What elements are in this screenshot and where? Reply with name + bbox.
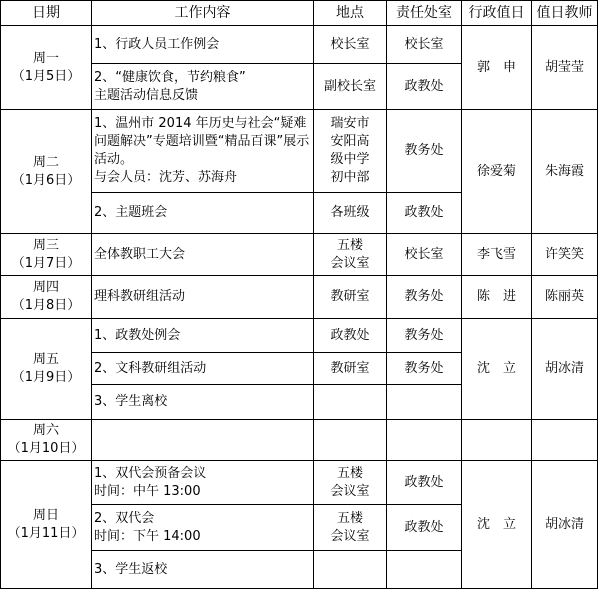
teacher-duty-cell <box>532 420 598 461</box>
table-row <box>1 319 598 353</box>
table-row <box>1 26 598 64</box>
place-line: 瑞安市 <box>330 116 370 131</box>
day-cell-sun <box>1 461 92 589</box>
place-cell <box>314 461 387 505</box>
teacher-duty-cell: 许笑笑 <box>532 234 598 276</box>
place-cell <box>314 385 387 420</box>
content-cell <box>92 461 314 505</box>
content-line: 主题活动信息反馈 <box>94 87 199 103</box>
day-date: （1月6日） <box>11 172 81 188</box>
content-line: 与会人员：沈芳、苏海舟 <box>94 170 238 185</box>
admin-duty-cell: 沈 立 <box>462 319 532 420</box>
day-cell-fri <box>1 319 92 420</box>
content-line: 1、温州市 2014 年历史与社会“疑难问题解决”专题培训暨“精品百课”展示活动。 <box>94 116 310 167</box>
place-cell: 各班级 <box>314 193 387 234</box>
content-cell: 理科教研组活动 <box>92 276 314 319</box>
place-line: 五楼 <box>336 510 363 526</box>
content-cell: 3、学生返校 <box>92 551 314 589</box>
dept-cell <box>387 551 462 589</box>
day-name: 周四 <box>32 280 59 295</box>
dept-cell <box>387 420 462 461</box>
place-line: 会议室 <box>330 483 370 499</box>
day-date: （1月7日） <box>11 255 81 271</box>
day-date: （1月9日） <box>11 370 81 385</box>
day-name: 周六 <box>32 423 59 438</box>
day-cell-mon <box>1 26 92 110</box>
dept-cell: 教务处 <box>387 276 462 319</box>
day-name: 周三 <box>32 237 59 253</box>
table-row <box>1 420 598 461</box>
content-line: 时间：下午 14:00 <box>94 528 201 544</box>
dept-cell: 政教处 <box>387 505 462 551</box>
day-name: 周一 <box>32 50 59 66</box>
content-cell: 3、学生离校 <box>92 385 314 420</box>
content-cell <box>92 505 314 551</box>
admin-duty-cell: 徐爱菊 <box>462 110 532 234</box>
teacher-duty-cell: 胡冰清 <box>532 319 598 420</box>
dept-cell: 教务处 <box>387 319 462 353</box>
content-line: 1、双代会预备会议 <box>94 465 207 481</box>
content-line: 2、双代会 <box>94 510 155 526</box>
place-cell <box>314 505 387 551</box>
header-dept: 责任处室 <box>387 1 462 26</box>
content-cell: 1、行政人员工作例会 <box>92 26 314 64</box>
header-content: 工作内容 <box>92 1 314 26</box>
place-line: 会议室 <box>330 255 370 271</box>
teacher-duty-cell: 陈丽英 <box>532 276 598 319</box>
table-row <box>1 461 598 505</box>
content-cell <box>92 420 314 461</box>
day-name: 周二 <box>32 154 59 170</box>
dept-cell: 政教处 <box>387 64 462 110</box>
day-date: （1月8日） <box>11 298 81 313</box>
content-cell: 1、政教处例会 <box>92 319 314 353</box>
day-cell-wed <box>1 234 92 276</box>
dept-cell: 校长室 <box>387 26 462 64</box>
place-cell: 政教处 <box>314 319 387 353</box>
place-cell <box>314 551 387 589</box>
teacher-duty-cell: 胡冰清 <box>532 461 598 589</box>
content-line: 2、“健康饮食，节约粮食” <box>94 69 246 85</box>
admin-duty-cell: 李飞雪 <box>462 234 532 276</box>
place-line: 安阳高 <box>330 134 370 149</box>
teacher-duty-cell: 朱海霞 <box>532 110 598 234</box>
dept-cell: 校长室 <box>387 234 462 276</box>
day-cell-thu <box>1 276 92 319</box>
place-line: 五楼 <box>336 465 363 481</box>
header-teacher: 值日教师 <box>532 1 598 26</box>
place-cell: 副校长室 <box>314 64 387 110</box>
admin-duty-cell <box>462 420 532 461</box>
place-cell: 教研室 <box>314 353 387 385</box>
day-date: （1月11日） <box>7 525 85 541</box>
place-line: 级中学 <box>330 152 370 167</box>
day-cell-tue <box>1 110 92 234</box>
admin-duty-cell: 陈 进 <box>462 276 532 319</box>
dept-cell: 政教处 <box>387 461 462 505</box>
table-row <box>1 234 598 276</box>
place-cell <box>314 420 387 461</box>
place-line: 会议室 <box>330 528 370 544</box>
dept-cell: 政教处 <box>387 193 462 234</box>
table-row <box>1 110 598 193</box>
header-place: 地点 <box>314 1 387 26</box>
place-cell <box>314 110 387 193</box>
content-cell <box>92 110 314 193</box>
header-admin: 行政值日 <box>462 1 532 26</box>
day-name: 周日 <box>32 507 59 523</box>
header-date: 日期 <box>1 1 92 26</box>
day-cell-sat <box>1 420 92 461</box>
admin-duty-cell: 郭 申 <box>462 26 532 110</box>
dept-cell: 教务处 <box>387 353 462 385</box>
dept-cell: 教务处 <box>387 110 462 193</box>
admin-duty-cell: 沈 立 <box>462 461 532 589</box>
place-line: 初中部 <box>330 170 370 185</box>
place-cell <box>314 234 387 276</box>
content-cell: 全体教职工大会 <box>92 234 314 276</box>
day-date: （1月10日） <box>7 441 85 456</box>
place-line: 五楼 <box>336 237 363 253</box>
content-cell: 2、文科教研组活动 <box>92 353 314 385</box>
content-line: 时间：中午 13:00 <box>94 483 201 499</box>
content-cell <box>92 64 314 110</box>
day-name: 周五 <box>32 352 59 367</box>
dept-cell <box>387 385 462 420</box>
header-row <box>1 1 598 26</box>
place-cell: 校长室 <box>314 26 387 64</box>
place-cell: 教研室 <box>314 276 387 319</box>
table-row <box>1 276 598 319</box>
day-date: （1月5日） <box>11 68 81 84</box>
content-cell: 2、主题班会 <box>92 193 314 234</box>
teacher-duty-cell: 胡莹莹 <box>532 26 598 110</box>
